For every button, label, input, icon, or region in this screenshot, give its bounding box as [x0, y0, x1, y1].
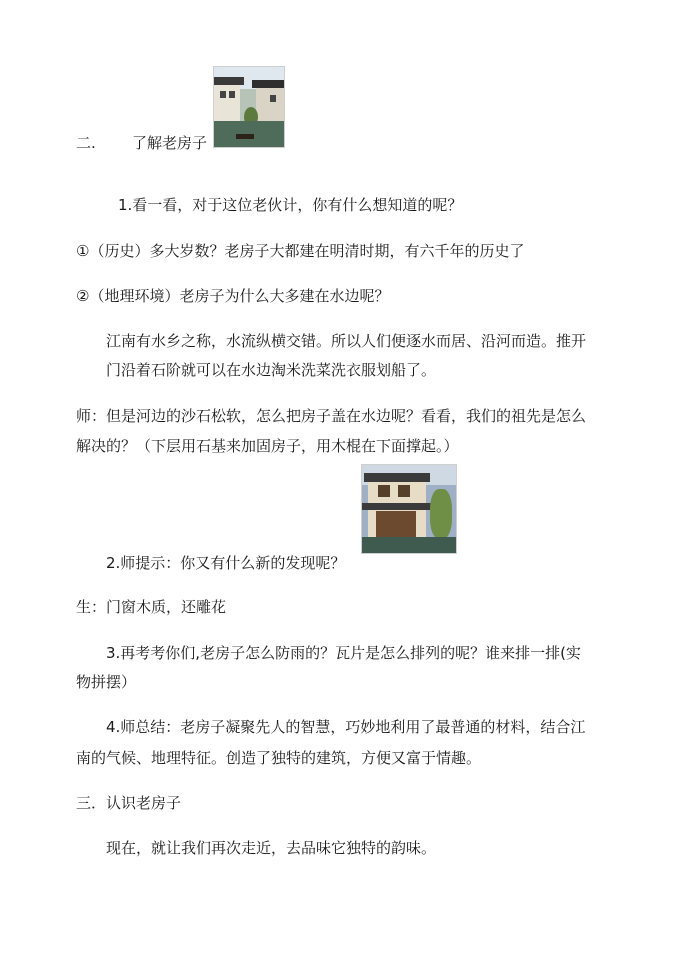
student-answer: 生：门窗木质，还雕花 [76, 598, 227, 616]
old-house-photo [361, 464, 457, 554]
closing-line: 现在，就让我们再次走近，去品味它独特的韵味。 [106, 839, 437, 857]
question-1: 1.看一看，对于这位老伙计，你有什么想知道的呢？ [118, 196, 463, 214]
section-title: 了解老房子 [132, 134, 208, 152]
teacher-line: 师：但是河边的沙石松软，怎么把房子盖在水边呢？看看，我们的祖先是怎么 [76, 407, 587, 425]
summary-line: 南的气候、地理特征。创造了独特的建筑，方便又富于情趣。 [76, 749, 482, 767]
question-3-line: 3.再考考你们,老房子怎么防雨的？瓦片是怎么排列的呢？谁来排一排(实 [106, 644, 581, 662]
paragraph-line: 门沿着石阶就可以在水边淘米洗菜洗衣服划船了。 [106, 361, 437, 379]
paragraph-line: 江南有水乡之称，水流纵横交错。所以人们便逐水而居、沿河而造。推开 [106, 332, 587, 350]
teacher-line: 解决的？（下层用石基来加固房子，用木棍在下面撑起。） [76, 437, 459, 455]
answer-history: ①（历史）多大岁数？老房子大都建在明清时期，有六千年的历史了 [76, 242, 525, 260]
question-3-line: 物拼摆） [76, 673, 137, 691]
section-3-heading: 三．认识老房子 [76, 794, 182, 812]
canal-town-photo [213, 66, 285, 148]
question-2: 2.师提示：你又有什么新的发现呢？ [106, 554, 346, 572]
answer-geography: ②（地理环境）老房子为什么大多建在水边呢？ [76, 287, 390, 305]
summary-line: 4.师总结：老房子凝聚先人的智慧，巧妙地利用了最普通的材料，结合江 [106, 718, 586, 736]
section-number: 二. [76, 134, 96, 152]
